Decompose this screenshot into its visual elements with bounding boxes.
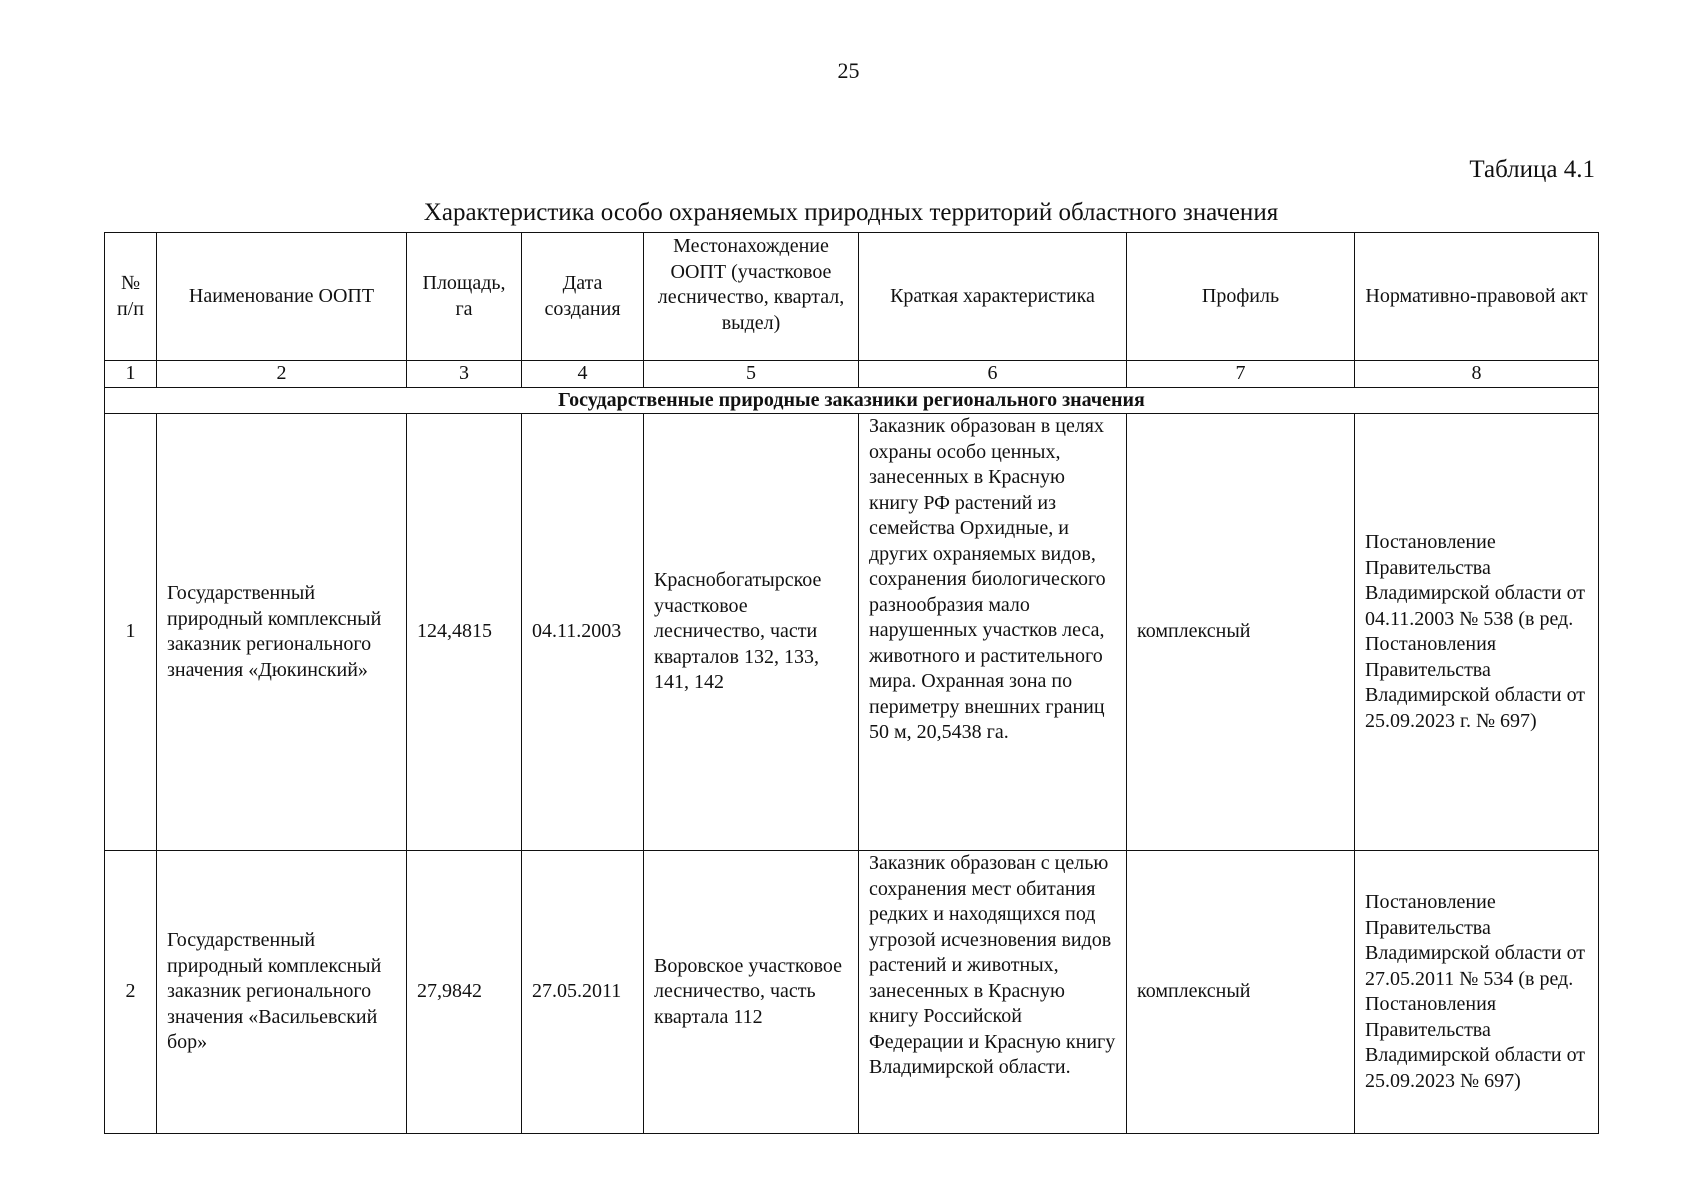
column-number: 3 <box>407 361 522 388</box>
row-act: Постановление Правительства Владимирской области от 04.11.2003 № 538 (в ред. Постановления Правительства Владимирской области от 25.09.2023 г. № 697) <box>1355 414 1599 851</box>
row-name: Государственный природный комплексный заказник регионального значения «Васильевский бор» <box>157 851 407 1134</box>
header-act: Нормативно-правовой акт <box>1355 233 1599 361</box>
column-number: 5 <box>644 361 859 388</box>
row-description: Заказник образован в целях охраны особо ценных, занесенных в Красную книгу РФ растений из семейства Орхидные, и других охраняемых видов, сохранения биологического разнообразия мало нарушенных участков леса, животного и растительного мира. Охранная зона по периметру внешних границ 50 м, 20,5438 га. <box>859 414 1127 851</box>
header-profile: Профиль <box>1127 233 1355 361</box>
protected-areas-table <box>104 232 1599 1134</box>
header-area: Площадь, га <box>407 233 522 361</box>
column-number: 4 <box>522 361 644 388</box>
header-num: № п/п <box>105 233 157 361</box>
row-location: Воровское участковое лесничество, часть квартала 112 <box>644 851 859 1134</box>
row-num: 2 <box>105 851 157 1134</box>
header-description: Краткая характеристика <box>859 233 1127 361</box>
header-location: Местонахождение ООПТ (участковое лесничество, квартал, выдел) <box>644 233 859 361</box>
table-label: Таблица 4.1 <box>1469 156 1595 183</box>
row-area: 124,4815 <box>407 414 522 851</box>
row-act: Постановление Правительства Владимирской области от 27.05.2011 № 534 (в ред. Постановления Правительства Владимирской области от 25.09.2023 № 697) <box>1355 851 1599 1134</box>
row-date: 27.05.2011 <box>522 851 644 1134</box>
header-row <box>105 233 1599 361</box>
table-row <box>105 851 1599 1134</box>
row-profile: комплексный <box>1127 851 1355 1134</box>
column-numbers-row <box>105 361 1599 388</box>
column-number: 1 <box>105 361 157 388</box>
row-name: Государственный природный комплексный заказник регионального значения «Дюкинский» <box>157 414 407 851</box>
row-num: 1 <box>105 414 157 851</box>
table-row <box>105 414 1599 851</box>
row-date: 04.11.2003 <box>522 414 644 851</box>
row-description: Заказник образован с целью сохранения мест обитания редких и находящихся под угрозой исчезновения видов растений и животных, занесенных в Красную книгу Российской Федерации и Красную книгу Владимирской области. <box>859 851 1127 1134</box>
column-number: 6 <box>859 361 1127 388</box>
header-name: Наименование ООПТ <box>157 233 407 361</box>
row-profile: комплексный <box>1127 414 1355 851</box>
row-location: Краснобогатырское участковое лесничество, части кварталов 132, 133, 141, 142 <box>644 414 859 851</box>
section-title: Государственные природные заказники регионального значения <box>105 387 1599 414</box>
column-number: 8 <box>1355 361 1599 388</box>
table-title: Характеристика особо охраняемых природных территорий областного значения <box>423 199 1279 226</box>
section-row <box>105 387 1599 414</box>
header-date: Дата создания <box>522 233 644 361</box>
row-area: 27,9842 <box>407 851 522 1134</box>
page-number: 25 <box>837 58 860 83</box>
column-number: 2 <box>157 361 407 388</box>
column-number: 7 <box>1127 361 1355 388</box>
